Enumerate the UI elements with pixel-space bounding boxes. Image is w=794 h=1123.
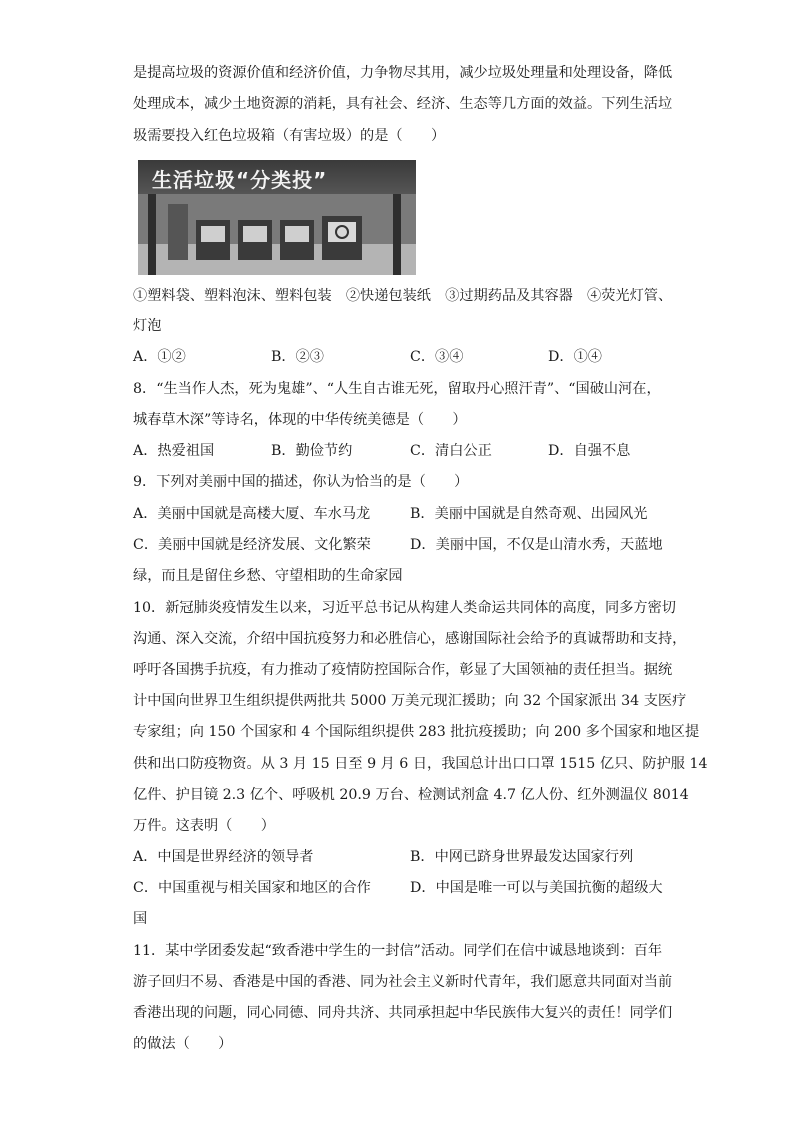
q11-stem-line-2: 游子回归不易、香港是中国的香港、同为社会主义新时代青年，我们愿意共同面对当前 bbox=[133, 974, 673, 990]
q10-stem-line-4: 计中国向世界卫生组织提供两批共 5000 万美元现汇援助；向 32 个国家派出 34 支医疗 bbox=[133, 693, 687, 709]
q7-items-line-2: 灯泡 bbox=[133, 318, 162, 334]
q7-option-a: A．①② bbox=[133, 349, 186, 365]
q10-stem-line-6: 供和出口防疫物资。从 3 月 15 日至 9 月 6 日，我国总计出口口罩 1515 亿只、防护服 14 bbox=[133, 756, 708, 772]
q10-stem-line-1: 10．新冠肺炎疫情发生以来，习近平总书记从构建人类命运共同体的高度，同多方密切 bbox=[133, 600, 676, 616]
intro-line-2: 处理成本，减少土地资源的消耗，具有社会、经济、生态等几方面的效益。下列生活垃 bbox=[133, 96, 673, 112]
intro-line-3: 圾需要投入红色垃圾箱（有害垃圾）的是（ ） bbox=[133, 128, 446, 144]
q7-option-b: B．②③ bbox=[271, 349, 324, 365]
q7-option-c: C．③④ bbox=[410, 349, 464, 365]
q9-option-d-continued: 绿，而且是留住乡愁、守望相助的生命家园 bbox=[133, 568, 403, 584]
q8-stem-line-1: 8．“生当作人杰，死为鬼雄”、“人生自古谁无死，留取丹心照汗青”、“国破山河在， bbox=[133, 381, 661, 397]
q8-stem-line-2: 城春草木深”等诗名，体现的中华传统美德是（ ） bbox=[133, 412, 467, 428]
q7-items-line-1: ①塑料袋、塑料泡沫、塑料包装 ②快递包装纸 ③过期药品及其容器 ④荧光灯管、 bbox=[133, 288, 673, 304]
q10-stem-line-5: 专家组；向 150 个国家和 4 个国际组织提供 283 批抗疫援助；向 200 多个国家和地区提 bbox=[133, 724, 700, 740]
q11-stem-line-3: 香港出现的问题，同心同德、同舟共济、共同承担起中华民族伟大复兴的责任！同学们 bbox=[133, 1005, 673, 1021]
q11-stem-line-1: 11．某中学团委发起“致香港中学生的一封信”活动。同学们在信中诚恳地谈到：百年 bbox=[133, 943, 663, 959]
q9-option-b: B．美丽中国就是自然奇观、出园风光 bbox=[410, 506, 648, 522]
q10-option-b: B．中网已跻身世界最发达国家行列 bbox=[410, 849, 634, 865]
q7-option-d: D．①④ bbox=[548, 349, 602, 365]
q11-stem-line-4: 的做法（ ） bbox=[133, 1036, 233, 1052]
q10-stem-line-8: 万件。这表明（ ） bbox=[133, 818, 275, 834]
q9-option-c: C．美丽中国就是经济发展、文化繁荣 bbox=[133, 537, 371, 553]
q10-option-c: C．中国重视与相关国家和地区的合作 bbox=[133, 880, 371, 896]
q10-stem-line-7: 亿件、护目镜 2.3 亿个、呼吸机 20.9 万台、检测试剂盒 4.7 亿人份、红外测温仪 8014 bbox=[133, 787, 689, 803]
photo-banner-text: 生活垃圾“分类投” bbox=[152, 168, 328, 192]
q8-option-c: C．清白公正 bbox=[410, 443, 492, 459]
q9-stem: 9．下列对美丽中国的描述，你认为恰当的是（ ） bbox=[133, 474, 469, 490]
q9-option-a: A．美丽中国就是高楼大厦、车水马龙 bbox=[133, 506, 371, 522]
q10-stem-line-3: 呼吁各国携手抗疫，有力推动了疫情防控国际合作，彰显了大国领袖的责任担当。据统 bbox=[133, 662, 673, 678]
q10-stem-line-2: 沟通、深入交流，介绍中国抗疫努力和必胜信心，感谢国际社会给予的真诚帮助和支持， bbox=[133, 631, 687, 647]
q8-option-b: B．勤俭节约 bbox=[271, 443, 353, 459]
q8-option-a: A．热爱祖国 bbox=[133, 443, 215, 459]
q10-option-a: A．中国是世界经济的领导者 bbox=[133, 849, 314, 865]
garbage-sorting-photo bbox=[138, 160, 416, 275]
q10-option-d: D．中国是唯一可以与美国抗衡的超级大 bbox=[410, 880, 663, 896]
q10-option-d-continued: 国 bbox=[133, 911, 148, 927]
q9-option-d: D．美丽中国，不仅是山清水秀，天蓝地 bbox=[410, 537, 663, 553]
q8-option-d: D．自强不息 bbox=[548, 443, 631, 459]
intro-line-1: 是提高垃圾的资源价值和经济价值，力争物尽其用，减少垃圾处理量和处理设备，降低 bbox=[133, 65, 673, 81]
